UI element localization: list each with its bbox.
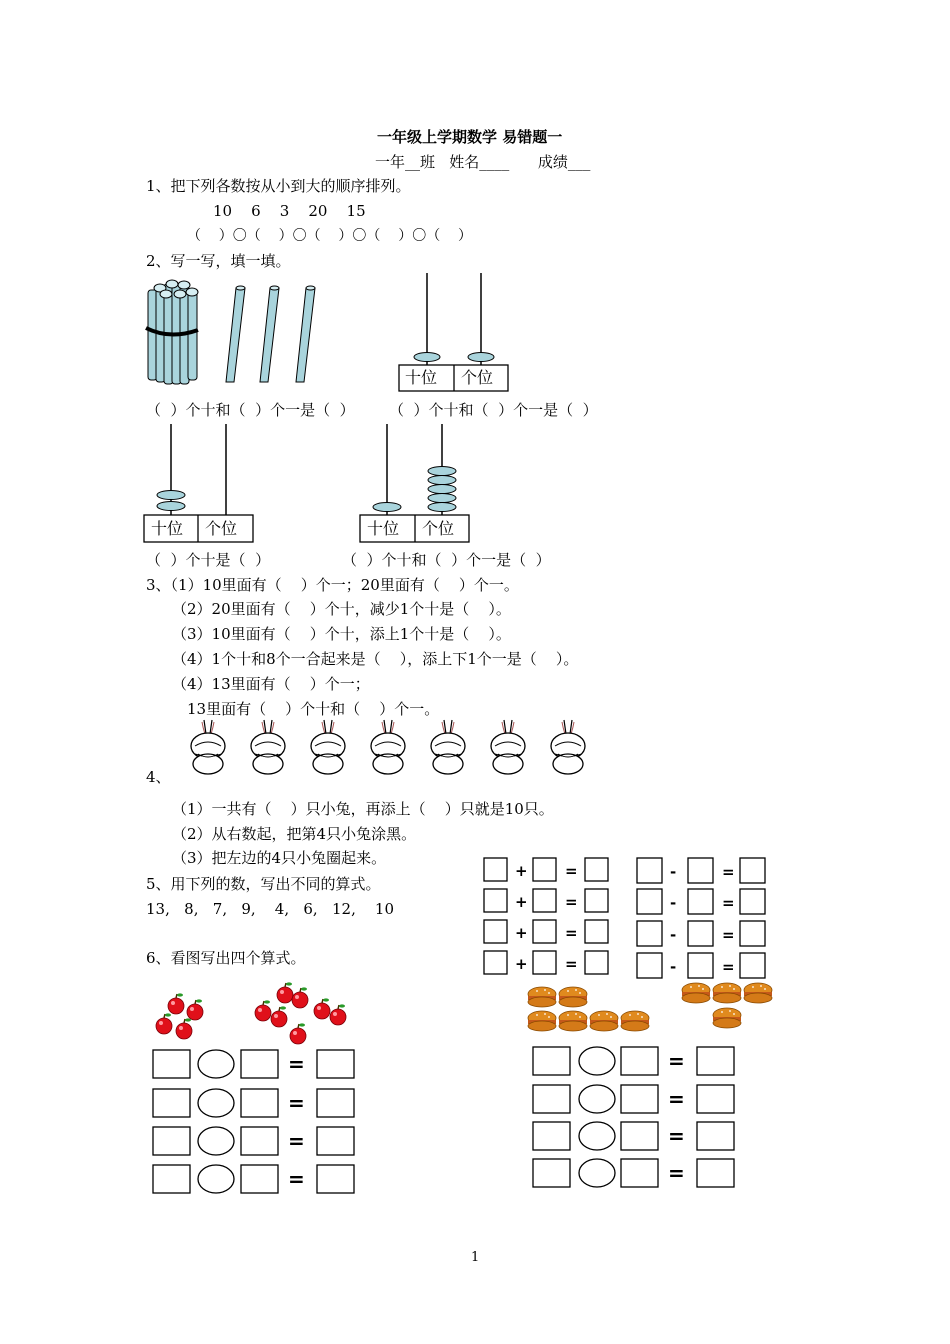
- question-6-right-equations[interactable]: [533, 1047, 734, 1187]
- equals-sign: =: [288, 1052, 305, 1076]
- abacus-3-tens-label: 十位: [367, 519, 400, 538]
- apple-icon: [292, 987, 308, 1008]
- plus-sign: +: [515, 955, 528, 973]
- plus-sign: +: [515, 862, 528, 880]
- question-3-line-2: （2）20里面有（ ）个十，减少1个十是（ ）。: [172, 600, 511, 618]
- question-3-line-6: 13里面有（ ）个十和（ ）个一。: [187, 700, 440, 718]
- question-2-prompt: 2、写一写，填一填。: [146, 252, 291, 270]
- question-3-line-1: 3、（1）10里面有（ ）个一；20里面有（ ）个一。: [146, 576, 519, 594]
- apple-icon: [330, 1004, 346, 1025]
- question-5-numbers: 13, 8, 7, 9, 4, 6, 12, 10: [146, 900, 395, 918]
- apple-icon: [156, 1013, 172, 1034]
- equals-sign: =: [668, 1161, 685, 1185]
- student-info-line: 一年__班 姓名____ 成绩___: [375, 153, 591, 171]
- question-1-answer-blanks[interactable]: （ ）〇（ ）〇（ ）〇（ ）〇（ ）: [187, 228, 473, 244]
- abacus-3-ones-label: 个位: [422, 519, 455, 538]
- question-4-line-2: （2）从右数起，把第4只小兔涂黑。: [172, 825, 417, 843]
- abacus-2-tens-label: 十位: [151, 519, 184, 538]
- equals-sign: =: [565, 893, 578, 911]
- equals-sign: =: [668, 1087, 685, 1111]
- equals-sign: =: [668, 1049, 685, 1073]
- question-1-numbers: 10 6 3 20 15: [213, 202, 366, 220]
- minus-sign: -: [670, 958, 677, 976]
- burger-icon: [621, 1011, 649, 1031]
- apple-icon: [168, 993, 184, 1014]
- apple-icon: [314, 998, 330, 1019]
- equals-sign: =: [288, 1129, 305, 1153]
- question-5-prompt: 5、用下列的数，写出不同的算式。: [146, 875, 381, 893]
- question-6-prompt: 6、看图写出四个算式。: [146, 949, 306, 967]
- minus-sign: -: [670, 894, 677, 912]
- equals-sign: =: [565, 955, 578, 973]
- abacus-1-ones-label: 个位: [461, 368, 494, 387]
- apple-icon: [277, 982, 293, 1003]
- question-4-line-1: （1）一共有（ ）只小兔，再添上（ ）只就是10只。: [172, 800, 554, 818]
- equals-sign: =: [722, 926, 735, 944]
- question-3-line-3: （3）10里面有（ ）个十，添上1个十是（ ）。: [172, 625, 511, 643]
- equals-sign: =: [722, 863, 735, 881]
- question-2-blank-d[interactable]: （ ）个十和（ ）个一是（ ）: [342, 551, 551, 569]
- burger-icon: [682, 983, 710, 1003]
- question-1-prompt: 1、把下列各数按从小到大的顺序排列。: [146, 177, 411, 195]
- equals-sign: =: [668, 1124, 685, 1148]
- equals-sign: =: [722, 958, 735, 976]
- equals-sign: =: [288, 1167, 305, 1191]
- plus-sign: +: [515, 924, 528, 942]
- burger-icon: [559, 987, 587, 1007]
- question-4-line-3: （3）把左边的4只小兔圈起来。: [172, 849, 387, 867]
- question-2-blank-a[interactable]: （ ）个十和（ ）个一是（ ）: [146, 401, 355, 419]
- equals-sign: =: [722, 894, 735, 912]
- burger-icon: [713, 1008, 741, 1028]
- apple-icon: [187, 999, 203, 1020]
- question-4-label: 4、: [146, 768, 171, 786]
- apple-icon: [290, 1023, 306, 1044]
- apple-icon: [255, 1000, 271, 1021]
- question-2-blank-b[interactable]: （ ）个十和（ ）个一是（ ）: [389, 401, 598, 419]
- apple-icon: [176, 1018, 192, 1039]
- apple-icon: [271, 1006, 287, 1027]
- question-3-line-4: （4）1个十和8个一合起来是（ ），添上下1个一是（ ）。: [172, 650, 579, 668]
- question-3-line-5: （4）13里面有（ ）个一；: [172, 675, 370, 693]
- burger-icon: [744, 983, 772, 1003]
- abacus-1-tens-label: 十位: [405, 368, 438, 387]
- equals-sign: =: [565, 862, 578, 880]
- burger-icon: [590, 1011, 618, 1031]
- minus-sign: -: [670, 926, 677, 944]
- equals-sign: =: [565, 924, 578, 942]
- page-title: 一年级上学期数学 易错题一: [377, 128, 563, 146]
- burger-icon: [559, 1011, 587, 1031]
- abacus-2-ones-label: 个位: [205, 519, 238, 538]
- question-6-left-equations[interactable]: [153, 1050, 354, 1193]
- plus-sign: +: [515, 893, 528, 911]
- page-number: 1: [471, 1250, 480, 1265]
- equals-sign: =: [288, 1091, 305, 1115]
- burger-icon: [528, 1011, 556, 1031]
- burger-icon: [713, 983, 741, 1003]
- minus-sign: -: [670, 863, 677, 881]
- burger-icon: [528, 987, 556, 1007]
- question-2-blank-c[interactable]: （ ）个十是（ ）: [146, 551, 271, 569]
